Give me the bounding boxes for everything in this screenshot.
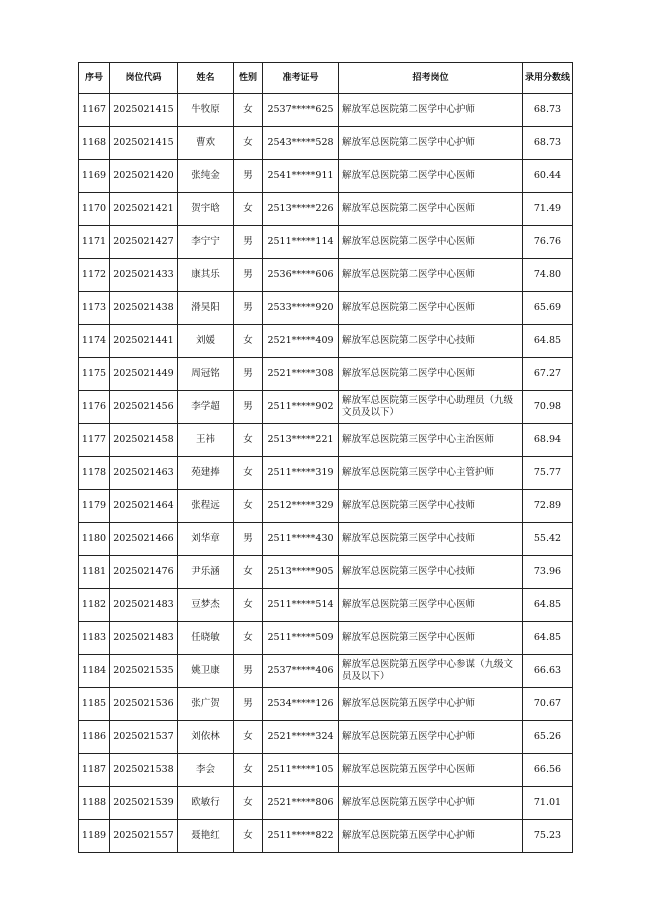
- post-code-cell: 2025021539: [110, 787, 178, 820]
- recruiting-post-cell: 解放军总医院第五医学中心参谋（九级文员及以下）: [339, 655, 523, 688]
- serial-number-cell: 1174: [79, 325, 110, 358]
- recruiting-post-cell: 解放军总医院第二医学中心医师: [339, 226, 523, 259]
- table-row: [79, 589, 573, 622]
- gender-cell: 男: [234, 358, 263, 391]
- exam-id-cell: 2533*****920: [263, 292, 339, 325]
- cutoff-score-cell: 60.44: [523, 160, 573, 193]
- post-code-cell: 2025021433: [110, 259, 178, 292]
- serial-number-cell: 1178: [79, 457, 110, 490]
- name-cell: 康其乐: [178, 259, 234, 292]
- name-cell: 曹欢: [178, 127, 234, 160]
- recruiting-post-cell: 解放军总医院第二医学中心医师: [339, 292, 523, 325]
- serial-number-cell: 1188: [79, 787, 110, 820]
- exam-id-cell: 2511*****319: [263, 457, 339, 490]
- recruiting-post-cell: 解放军总医院第五医学中心护师: [339, 688, 523, 721]
- name-cell: 苑建捧: [178, 457, 234, 490]
- exam-id-cell: 2511*****822: [263, 820, 339, 853]
- serial-number-cell: 1169: [79, 160, 110, 193]
- name-cell: 任晓敏: [178, 622, 234, 655]
- name-cell: 刘华章: [178, 523, 234, 556]
- gender-cell: 女: [234, 127, 263, 160]
- post-code-cell: 2025021421: [110, 193, 178, 226]
- table-row: [79, 160, 573, 193]
- cutoff-score-cell: 76.76: [523, 226, 573, 259]
- post-code-cell: 2025021420: [110, 160, 178, 193]
- serial-number-cell: 1167: [79, 94, 110, 127]
- cutoff-score-cell: 70.98: [523, 391, 573, 424]
- recruiting-post-cell: 解放军总医院第二医学中心技师: [339, 325, 523, 358]
- gender-cell: 女: [234, 622, 263, 655]
- recruiting-post-cell: 解放军总医院第五医学中心护师: [339, 721, 523, 754]
- name-cell: 李学超: [178, 391, 234, 424]
- cutoff-score-cell: 67.27: [523, 358, 573, 391]
- header-cell: 招考岗位: [339, 63, 523, 94]
- serial-number-cell: 1184: [79, 655, 110, 688]
- serial-number-cell: 1179: [79, 490, 110, 523]
- recruiting-post-cell: 解放军总医院第三医学中心技师: [339, 523, 523, 556]
- gender-cell: 女: [234, 325, 263, 358]
- gender-cell: 男: [234, 688, 263, 721]
- exam-id-cell: 2513*****905: [263, 556, 339, 589]
- exam-id-cell: 2534*****126: [263, 688, 339, 721]
- exam-id-cell: 2511*****430: [263, 523, 339, 556]
- post-code-cell: 2025021537: [110, 721, 178, 754]
- table-body: [79, 94, 573, 853]
- exam-id-cell: 2511*****509: [263, 622, 339, 655]
- recruiting-post-cell: 解放军总医院第五医学中心护师: [339, 820, 523, 853]
- cutoff-score-cell: 66.63: [523, 655, 573, 688]
- recruiting-post-cell: 解放军总医院第二医学中心医师: [339, 160, 523, 193]
- name-cell: 张程远: [178, 490, 234, 523]
- recruiting-post-cell: 解放军总医院第二医学中心护师: [339, 127, 523, 160]
- name-cell: 李会: [178, 754, 234, 787]
- post-code-cell: 2025021441: [110, 325, 178, 358]
- serial-number-cell: 1183: [79, 622, 110, 655]
- post-code-cell: 2025021466: [110, 523, 178, 556]
- post-code-cell: 2025021483: [110, 622, 178, 655]
- table-row: [79, 556, 573, 589]
- cutoff-score-cell: 75.77: [523, 457, 573, 490]
- serial-number-cell: 1176: [79, 391, 110, 424]
- table-row: [79, 226, 573, 259]
- recruiting-post-cell: 解放军总医院第三医学中心主管护师: [339, 457, 523, 490]
- cutoff-score-cell: 64.85: [523, 325, 573, 358]
- name-cell: 王祎: [178, 424, 234, 457]
- name-cell: 李宁宁: [178, 226, 234, 259]
- post-code-cell: 2025021449: [110, 358, 178, 391]
- table-row: [79, 193, 573, 226]
- recruiting-post-cell: 解放军总医院第三医学中心医师: [339, 622, 523, 655]
- serial-number-cell: 1181: [79, 556, 110, 589]
- gender-cell: 男: [234, 226, 263, 259]
- gender-cell: 女: [234, 556, 263, 589]
- name-cell: 张纯金: [178, 160, 234, 193]
- name-cell: 滑昊阳: [178, 292, 234, 325]
- name-cell: 豆梦杰: [178, 589, 234, 622]
- gender-cell: 男: [234, 160, 263, 193]
- recruiting-post-cell: 解放军总医院第二医学中心医师: [339, 358, 523, 391]
- serial-number-cell: 1173: [79, 292, 110, 325]
- gender-cell: 男: [234, 391, 263, 424]
- gender-cell: 男: [234, 292, 263, 325]
- exam-id-cell: 2521*****324: [263, 721, 339, 754]
- name-cell: 欧敏行: [178, 787, 234, 820]
- exam-id-cell: 2521*****308: [263, 358, 339, 391]
- name-cell: 聂艳红: [178, 820, 234, 853]
- post-code-cell: 2025021427: [110, 226, 178, 259]
- serial-number-cell: 1172: [79, 259, 110, 292]
- name-cell: 刘依林: [178, 721, 234, 754]
- serial-number-cell: 1189: [79, 820, 110, 853]
- serial-number-cell: 1186: [79, 721, 110, 754]
- header-row: [79, 63, 573, 94]
- serial-number-cell: 1182: [79, 589, 110, 622]
- recruiting-post-cell: 解放军总医院第五医学中心医师: [339, 754, 523, 787]
- header-cell: 性别: [234, 63, 263, 94]
- table-row: [79, 754, 573, 787]
- recruiting-post-cell: 解放军总医院第二医学中心医师: [339, 193, 523, 226]
- name-cell: 贺宇晗: [178, 193, 234, 226]
- gender-cell: 女: [234, 787, 263, 820]
- cutoff-score-cell: 75.23: [523, 820, 573, 853]
- exam-id-cell: 2511*****514: [263, 589, 339, 622]
- serial-number-cell: 1171: [79, 226, 110, 259]
- cutoff-score-cell: 72.89: [523, 490, 573, 523]
- gender-cell: 女: [234, 721, 263, 754]
- exam-id-cell: 2521*****806: [263, 787, 339, 820]
- recruiting-post-cell: 解放军总医院第三医学中心技师: [339, 556, 523, 589]
- cutoff-score-cell: 65.69: [523, 292, 573, 325]
- name-cell: 牛牧原: [178, 94, 234, 127]
- table-row: [79, 94, 573, 127]
- serial-number-cell: 1187: [79, 754, 110, 787]
- cutoff-score-cell: 64.85: [523, 622, 573, 655]
- name-cell: 张广贺: [178, 688, 234, 721]
- post-code-cell: 2025021438: [110, 292, 178, 325]
- post-code-cell: 2025021483: [110, 589, 178, 622]
- table-row: [79, 424, 573, 457]
- cutoff-score-cell: 64.85: [523, 589, 573, 622]
- table-row: [79, 358, 573, 391]
- post-code-cell: 2025021415: [110, 94, 178, 127]
- header-cell: 姓名: [178, 63, 234, 94]
- recruiting-post-cell: 解放军总医院第三医学中心医师: [339, 589, 523, 622]
- recruiting-post-cell: 解放军总医院第二医学中心护师: [339, 94, 523, 127]
- gender-cell: 女: [234, 589, 263, 622]
- exam-id-cell: 2541*****911: [263, 160, 339, 193]
- cutoff-score-cell: 66.56: [523, 754, 573, 787]
- recruiting-post-cell: 解放军总医院第二医学中心医师: [339, 259, 523, 292]
- exam-id-cell: 2537*****625: [263, 94, 339, 127]
- exam-id-cell: 2537*****406: [263, 655, 339, 688]
- exam-id-cell: 2536*****606: [263, 259, 339, 292]
- post-code-cell: 2025021415: [110, 127, 178, 160]
- cutoff-score-cell: 68.94: [523, 424, 573, 457]
- cutoff-score-cell: 68.73: [523, 127, 573, 160]
- serial-number-cell: 1185: [79, 688, 110, 721]
- cutoff-score-cell: 65.26: [523, 721, 573, 754]
- table-row: [79, 622, 573, 655]
- gender-cell: 男: [234, 655, 263, 688]
- post-code-cell: 2025021536: [110, 688, 178, 721]
- serial-number-cell: 1170: [79, 193, 110, 226]
- cutoff-score-cell: 71.01: [523, 787, 573, 820]
- recruiting-post-cell: 解放军总医院第三医学中心主治医师: [339, 424, 523, 457]
- serial-number-cell: 1175: [79, 358, 110, 391]
- post-code-cell: 2025021557: [110, 820, 178, 853]
- serial-number-cell: 1177: [79, 424, 110, 457]
- exam-id-cell: 2511*****105: [263, 754, 339, 787]
- table-row: [79, 127, 573, 160]
- post-code-cell: 2025021476: [110, 556, 178, 589]
- table-row: [79, 292, 573, 325]
- gender-cell: 女: [234, 820, 263, 853]
- table-row: [79, 688, 573, 721]
- exam-id-cell: 2513*****221: [263, 424, 339, 457]
- exam-id-cell: 2512*****329: [263, 490, 339, 523]
- header-cell: 序号: [79, 63, 110, 94]
- table-row: [79, 820, 573, 853]
- gender-cell: 女: [234, 490, 263, 523]
- table-row: [79, 655, 573, 688]
- gender-cell: 男: [234, 523, 263, 556]
- exam-id-cell: 2511*****902: [263, 391, 339, 424]
- exam-id-cell: 2543*****528: [263, 127, 339, 160]
- gender-cell: 女: [234, 457, 263, 490]
- results-table: [78, 62, 573, 853]
- name-cell: 姚卫康: [178, 655, 234, 688]
- cutoff-score-cell: 74.80: [523, 259, 573, 292]
- gender-cell: 男: [234, 259, 263, 292]
- recruiting-post-cell: 解放军总医院第三医学中心技师: [339, 490, 523, 523]
- cutoff-score-cell: 55.42: [523, 523, 573, 556]
- gender-cell: 女: [234, 193, 263, 226]
- exam-id-cell: 2521*****409: [263, 325, 339, 358]
- table-row: [79, 523, 573, 556]
- table-row: [79, 391, 573, 424]
- serial-number-cell: 1168: [79, 127, 110, 160]
- serial-number-cell: 1180: [79, 523, 110, 556]
- post-code-cell: 2025021463: [110, 457, 178, 490]
- header-cell: 准考证号: [263, 63, 339, 94]
- name-cell: 刘媛: [178, 325, 234, 358]
- post-code-cell: 2025021464: [110, 490, 178, 523]
- recruiting-post-cell: 解放军总医院第三医学中心助理员（九级文员及以下）: [339, 391, 523, 424]
- header-cell: 录用分数线: [523, 63, 573, 94]
- recruiting-post-cell: 解放军总医院第五医学中心护师: [339, 787, 523, 820]
- post-code-cell: 2025021458: [110, 424, 178, 457]
- name-cell: 周冠铭: [178, 358, 234, 391]
- exam-id-cell: 2513*****226: [263, 193, 339, 226]
- cutoff-score-cell: 71.49: [523, 193, 573, 226]
- table-row: [79, 457, 573, 490]
- gender-cell: 女: [234, 424, 263, 457]
- table-row: [79, 787, 573, 820]
- exam-id-cell: 2511*****114: [263, 226, 339, 259]
- cutoff-score-cell: 73.96: [523, 556, 573, 589]
- cutoff-score-cell: 68.73: [523, 94, 573, 127]
- gender-cell: 女: [234, 754, 263, 787]
- post-code-cell: 2025021538: [110, 754, 178, 787]
- name-cell: 尹乐涵: [178, 556, 234, 589]
- gender-cell: 女: [234, 94, 263, 127]
- cutoff-score-cell: 70.67: [523, 688, 573, 721]
- post-code-cell: 2025021456: [110, 391, 178, 424]
- header-cell: 岗位代码: [110, 63, 178, 94]
- table-row: [79, 490, 573, 523]
- table-row: [79, 325, 573, 358]
- table-row: [79, 259, 573, 292]
- table-row: [79, 721, 573, 754]
- post-code-cell: 2025021535: [110, 655, 178, 688]
